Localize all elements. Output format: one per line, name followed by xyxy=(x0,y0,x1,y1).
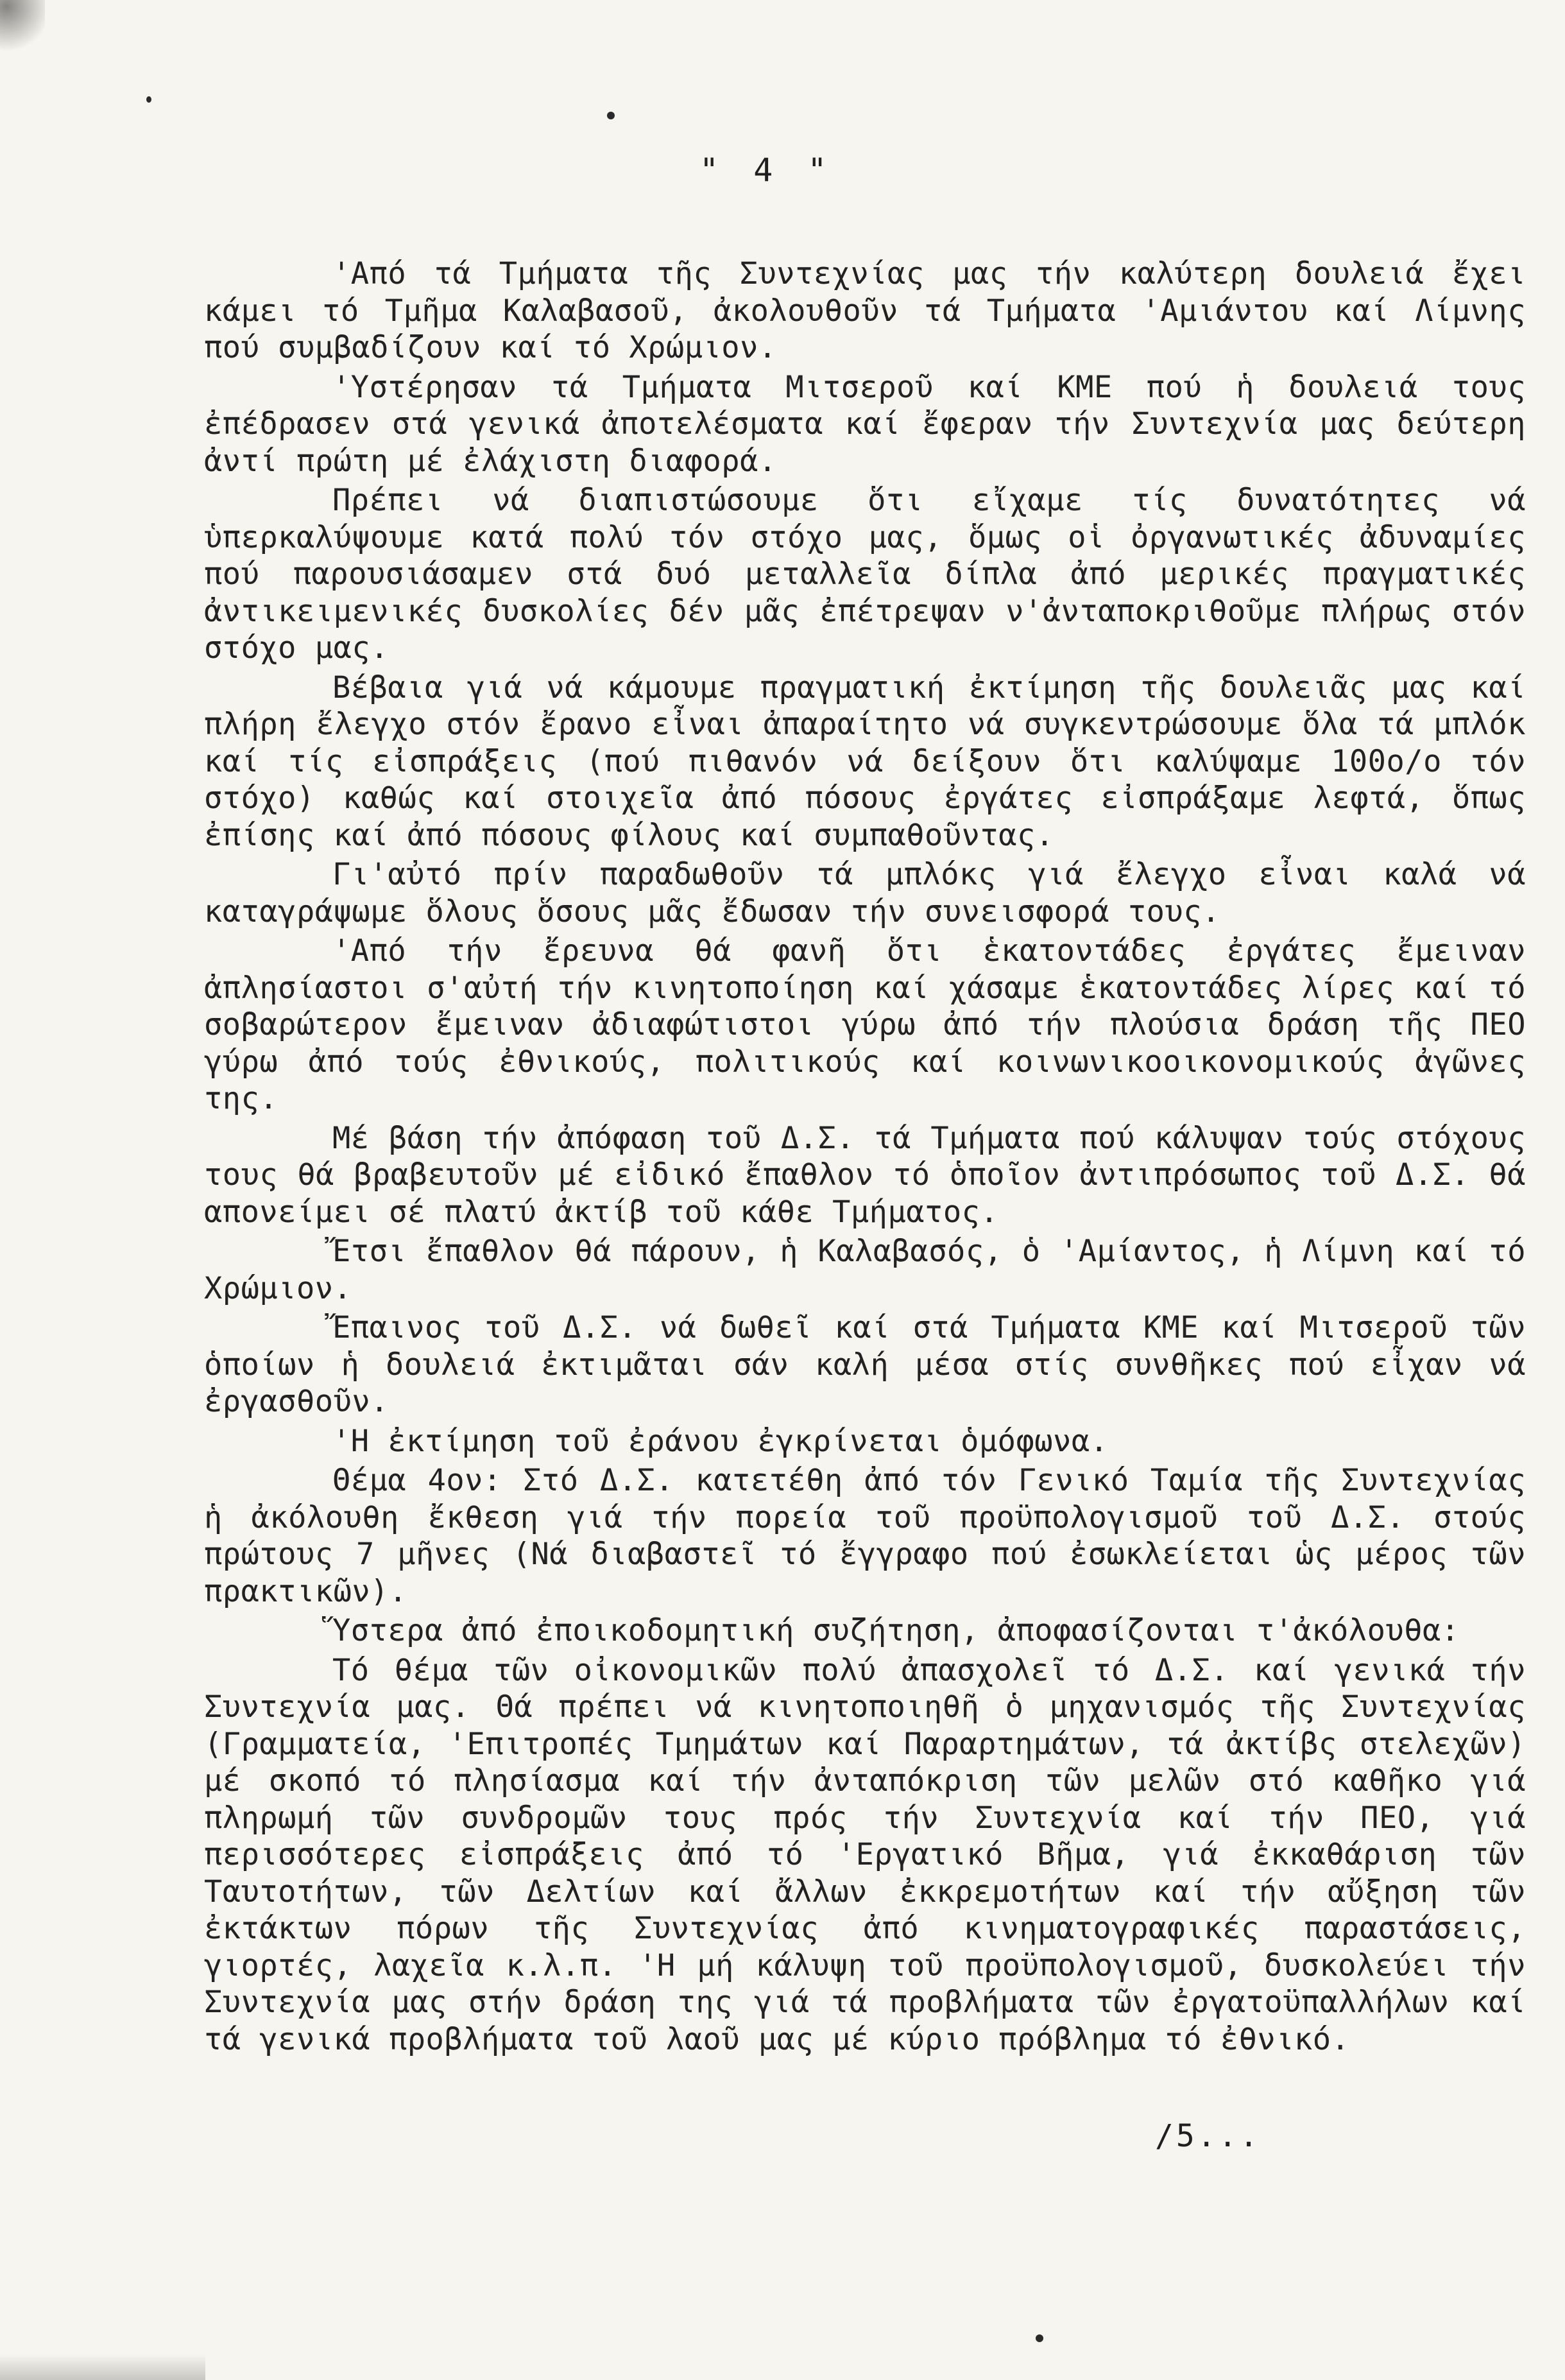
paragraph: Ὕστερα ἀπό ἐποικοδομητική συζήτηση, ἀποφασίζονται τ'ἀκόλουθα: xyxy=(332,1613,1460,1648)
continuation-marker: /5... xyxy=(1155,2118,1261,2154)
paragraph: 'Από τά Τμήματα τῆς Συντεχνίας μας τήν καλύτερη δουλειά ἔχει κάμει τό Τμῆμα Καλαβασοῦ, ἀκολουθοῦν τά Τμήματα 'Αμιάντου καί Λίμνης πού συμβαδίζουν καί τό Χρώμιον. xyxy=(204,256,1526,365)
paragraph: Πρέπει νά διαπιστώσουμε ὅτι εἴχαμε τίς δυνατότητες νά ὑπερκαλύψουμε κατά πολύ τόν στόχο μας, ὅμως οἱ ὀργανωτικές ἀδυναμίες πού παρουσιάσαμεν στά δυό μεταλλεῖα δίπλα ἀπό μερικές πραγματικές ἀντικειμενικές δυσκολίες δέν μᾶς ἐπέτρεψαν ν'ἀνταποκριθοῦμε πλήρως στόν στόχο μας. xyxy=(204,483,1526,666)
paragraph: Ἔτσι ἔπαθλον θά πάρουν, ἡ Καλαβασός, ὁ 'Αμίαντος, ἡ Λίμνη καί τό Χρώμιον. xyxy=(204,1234,1526,1306)
paragraph: Ἔπαινος τοῦ Δ.Σ. νά δωθεῖ καί στά Τμήματα ΚΜΕ καί Μιτσεροῦ τῶν ὁποίων ἡ δουλειά ἐκτιμᾶται σάν καλή μέσα στίς συνθῆκες πού εἶχαν νά ἐργασθοῦν. xyxy=(204,1310,1526,1419)
scan-smudge xyxy=(0,0,45,58)
document-body xyxy=(204,255,1526,2060)
paragraph: 'Από τήν ἔρευνα θά φανῆ ὅτι ἑκατοντάδες ἐργάτες ἔμειναν ἀπλησίαστοι σ'αὐτή τήν κινητοποίηση καί χάσαμε ἑκατοντάδες λίρες καί τό σοβαρώτερον ἔμειναν ἀδιαφώτιστοι γύρω ἀπό τήν πλούσια δράση τῆς ΠΕΟ γύρω ἀπό τούς ἐθνικούς, πολιτικούς καί κοινωνικοοικονομικούς ἀγῶνες της. xyxy=(204,933,1526,1116)
scan-speck xyxy=(1036,2334,1043,2342)
scan-speck xyxy=(146,96,151,103)
paragraph: 'Υστέρησαν τά Τμήματα Μιτσεροῦ καί ΚΜΕ πού ἡ δουλειά τους ἐπέδρασεν στά γενικά ἀποτελέσματα καί ἔφεραν τήν Συντεχνία μας δεύτερη ἀντί πρώτη μέ ἐλάχιστη διαφορά. xyxy=(204,369,1526,479)
paragraph: 'Η ἐκτίμηση τοῦ ἐράνου ἐγκρίνεται ὁμόφωνα. xyxy=(332,1423,1109,1459)
paragraph: Θέμα 4ον: Στό Δ.Σ. κατετέθη ἀπό τόν Γενικό Ταμία τῆς Συντεχνίας ἡ ἀκόλουθη ἔκθεση γιά τήν πορεία τοῦ προϋπολογισμοῦ τοῦ Δ.Σ. στούς πρώτους 7 μῆνες (Νά διαβαστεῖ τό ἔγγραφο πού ἐσωκλείεται ὡς μέρος τῶν πρακτικῶν). xyxy=(204,1463,1526,1609)
scan-speck xyxy=(607,112,615,119)
scan-smudge xyxy=(0,2354,205,2380)
paragraph: Βέβαια γιά νά κάμουμε πραγματική ἐκτίμηση τῆς δουλειᾶς μας καί πλήρη ἔλεγχο στόν ἔρανο εἶναι ἀπαραίτητο νά συγκεντρώσουμε ὅλα τά μπλόκ καί τίς εἰσπράξεις (πού πιθανόν νά δείξουν ὅτι καλύψαμε 100ο/ο τόν στόχο) καθώς καί στοιχεῖα ἀπό πόσους ἐργάτες εἰσπράξαμε λεφτά, ὅπως ἐπίσης καί ἀπό πόσους φίλους καί συμπαθοῦντας. xyxy=(204,669,1526,853)
page-number: " 4 " xyxy=(699,151,835,189)
paragraph: Τό θέμα τῶν οἰκονομικῶν πολύ ἀπασχολεῖ τό Δ.Σ. καί γενικά τήν Συντεχνία μας. Θά πρέπει νά κινητοποιηθῆ ὁ μηχανισμός τῆς Συντεχνίας (Γραμματεία, 'Επιτροπές Τμημάτων καί Παραρτημάτων, τά ἀκτίβς στελεχῶν) μέ σκοπό τό πλησίασμα καί τήν ἀνταπόκριση τῶν μελῶν στό καθῆκο γιά πληρωμή τῶν συνδρομῶν τους πρός τήν Συντεχνία καί τήν ΠΕΟ, γιά περισσότερες εἰσπράξεις ἀπό τό 'Εργατικό Βῆμα, γιά ἐκκαθάριση τῶν Ταυτοτήτων, τῶν Δελτίων καί ἄλλων ἐκκρεμοτήτων καί τήν αὔξηση τῶν ἐκτάκτων πόρων τῆς Συντεχνίας ἀπό κινηματογραφικές παραστάσεις, γιορτές, λαχεῖα κ.λ.π. 'Η μή κάλυψη τοῦ προϋπολογισμοῦ, δυσκολεύει τήν Συντεχνία μας στήν δράση της γιά τά προβλήματα τῶν ἐργατοϋπαλλήλων καί τά γενικά προβλήματα τοῦ λαοῦ μας μέ κύριο πρόβλημα τό ἐθνικό. xyxy=(204,1652,1526,2057)
paragraph: Γι'αὐτό πρίν παραδωθοῦν τά μπλόκς γιά ἔλεγχο εἶναι καλά νά καταγράψωμε ὅλους ὅσους μᾶς ἔδωσαν τήν συνεισφορά τους. xyxy=(204,857,1526,929)
paragraph: Μέ βάση τήν ἀπόφαση τοῦ Δ.Σ. τά Τμήματα πού κάλυψαν τούς στόχους τους θά βραβευτοῦν μέ εἰδικό ἔπαθλον τό ὁποῖον ἀντιπρόσωπος τοῦ Δ.Σ. θά απονείμει σέ πλατύ ἀκτίβ τοῦ κάθε Τμήματος. xyxy=(204,1120,1526,1230)
